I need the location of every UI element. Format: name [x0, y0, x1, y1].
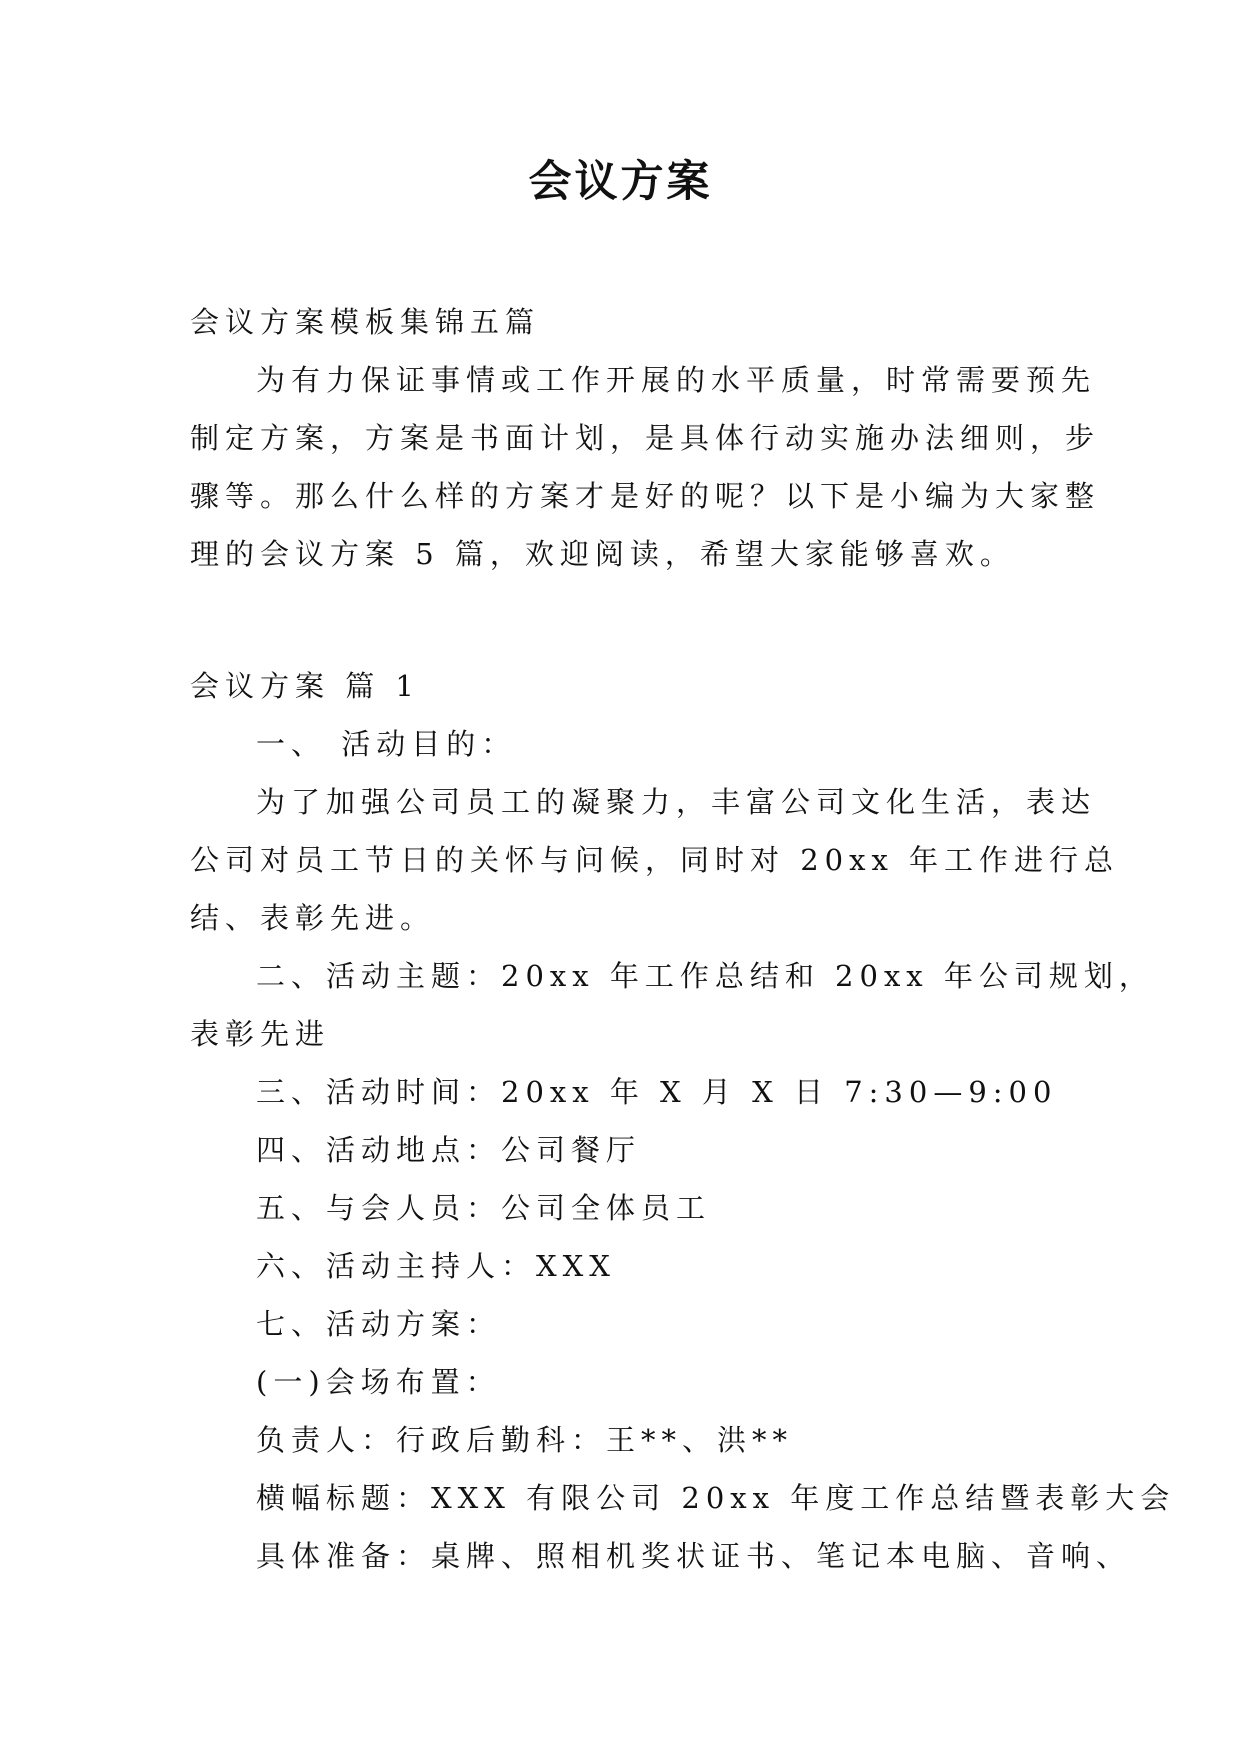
body-line: 七、活动方案： [256, 1307, 502, 1341]
paragraph-gap [190, 583, 1054, 657]
body-line: 公司对员工节日的关怀与问候，同时对 20xx 年工作进行总 [190, 843, 1120, 877]
section-heading: 会议方案 篇 1 [190, 669, 420, 703]
body-line: 六、活动主持人：XXX [256, 1249, 616, 1283]
body-line: 结、表彰先进。 [190, 901, 436, 935]
body-line: (一)会场布置： [256, 1365, 501, 1399]
body-line: 三、活动时间：20xx 年 X 月 X 日 7:30—9:00 [256, 1075, 1058, 1109]
intro-line: 理的会议方案 5 篇，欢迎阅读，希望大家能够喜欢。 [190, 537, 1015, 571]
intro-line: 制定方案，方案是书面计划，是具体行动实施办法细则，步 [190, 421, 1101, 455]
document-subtitle: 会议方案模板集锦五篇 [190, 305, 541, 339]
body-line: 表彰先进 [190, 1017, 331, 1051]
section-body [190, 715, 1176, 1585]
body-line: 二、活动主题：20xx 年工作总结和 20xx 年公司规划， [256, 959, 1154, 993]
body-line: 为了加强公司员工的凝聚力，丰富公司文化生活，表达 [256, 785, 1097, 819]
body-line: 负责人：行政后勤科：王**、洪** [256, 1423, 794, 1457]
body-line: 五、与会人员：公司全体员工 [256, 1191, 712, 1225]
body-line: 一、 活动目的： [256, 727, 517, 761]
body-line: 横幅标题：XXX 有限公司 20xx 年度工作总结暨表彰大会 [256, 1481, 1176, 1515]
body-line: 四、活动地点：公司餐厅 [256, 1133, 642, 1167]
intro-paragraph [190, 351, 1101, 583]
document-title: 会议方案 [528, 157, 713, 207]
intro-line: 骤等。那么什么样的方案才是好的呢？以下是小编为大家整 [190, 479, 1101, 513]
document-body [190, 293, 1176, 1585]
intro-line: 为有力保证事情或工作开展的水平质量，时常需要预先 [256, 363, 1097, 397]
body-line: 具体准备：桌牌、照相机奖状证书、笔记本电脑、音响、 [256, 1539, 1132, 1573]
